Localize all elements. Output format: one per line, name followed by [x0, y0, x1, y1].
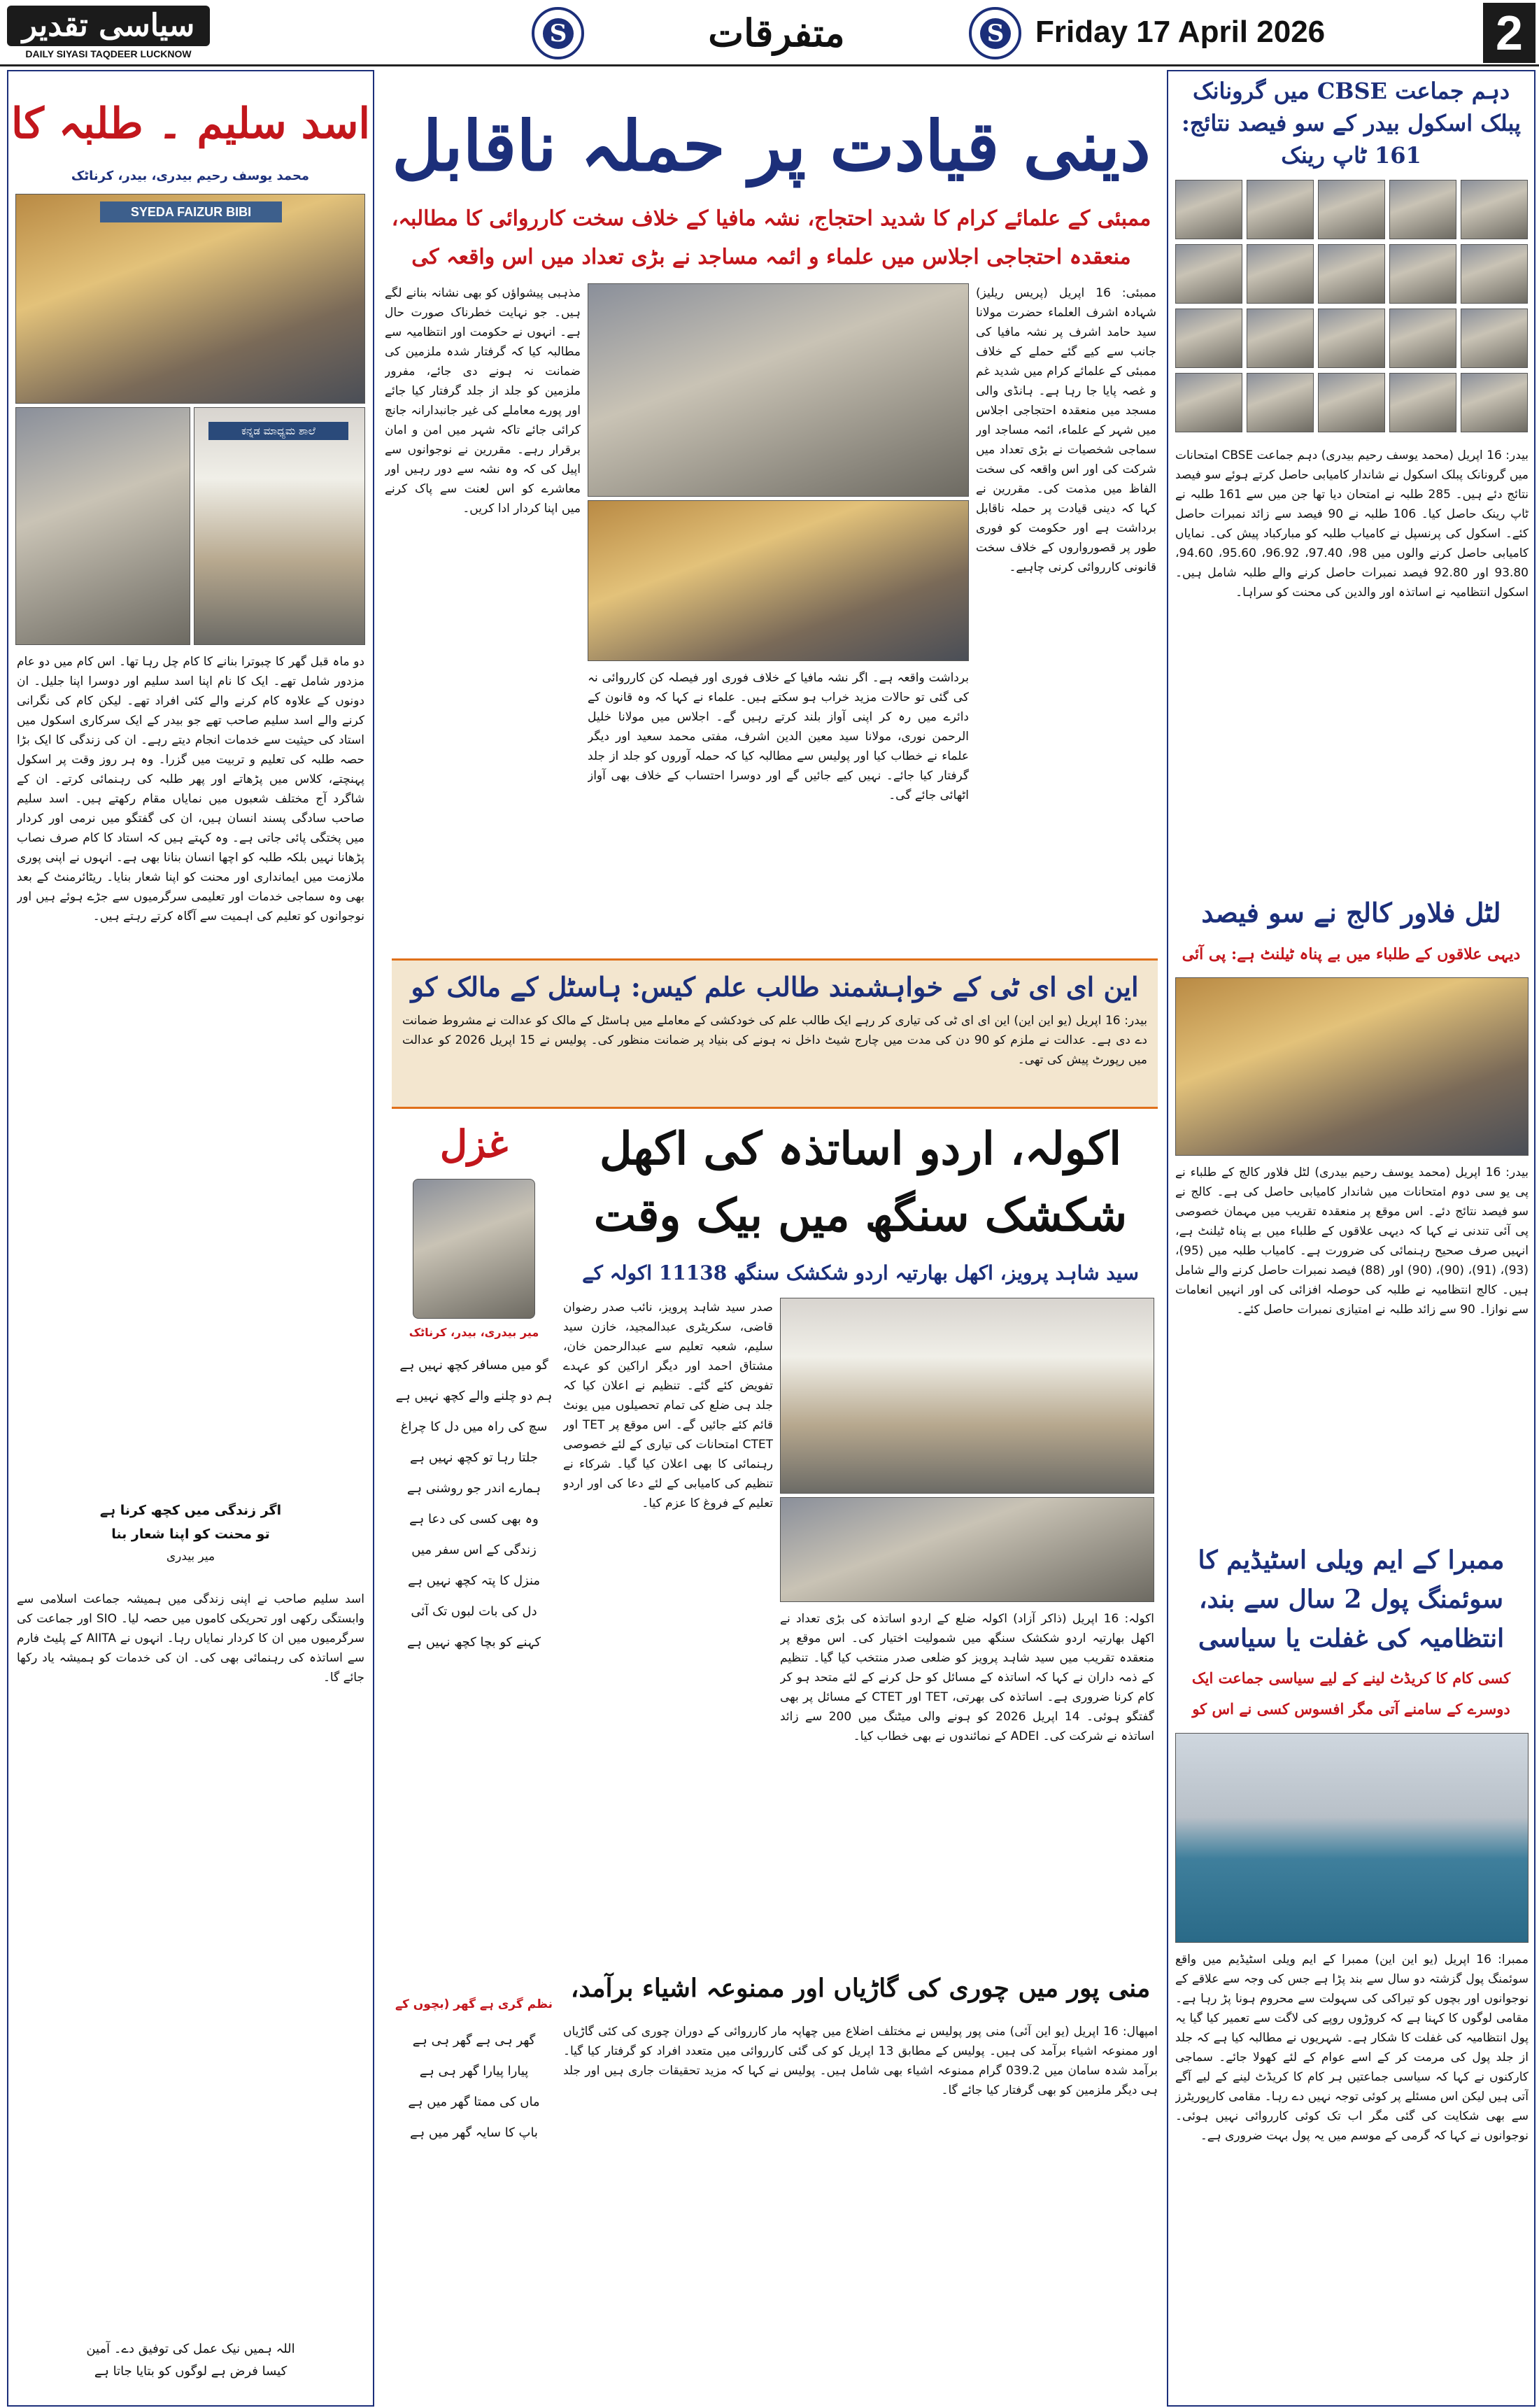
left-story-poem: [17, 1499, 364, 1582]
children-poem-title: نظم گری ہے گھر (بچوں کے: [395, 1997, 553, 2011]
left-story-closing: [17, 2338, 364, 2394]
left-story-byline: محمد یوسف رحیم بیدری، بیدر، کرناٹک: [71, 169, 310, 183]
student-photo: [1389, 180, 1456, 239]
section-title: متفرقات: [708, 10, 845, 55]
closing-line: اللہ ہمیں نیک عمل کی توفیق دے۔ آمین: [86, 2342, 295, 2356]
newspaper-logo: [7, 6, 210, 62]
student-photo: [1461, 180, 1528, 239]
manipur-headline: منی پور میں چوری کی گاڑیاں اور ممنوعہ اشیاء برآمد،: [570, 1974, 1151, 2003]
student-photo: [1461, 309, 1528, 368]
masthead-rule: [0, 64, 1539, 66]
ghazal-poem-box: [392, 1116, 556, 2403]
swimming-pool-photo: [1175, 1733, 1529, 1943]
ghazal-line: سچ کی راہ میں دل کا چراغ: [400, 1419, 548, 1434]
s-logo-icon: S: [543, 18, 574, 49]
poem-line: اگر زندگی میں کچھ کرنا ہے: [99, 1503, 282, 1518]
little-flower-body: بیدر: 16 اپریل (محمد یوسف رحیم بیدری) لٹل فلاور کالج کے طلباء نے پی یو سی دوم امتحانات میں شاندار کامیابی حاصل کی ہے۔ کالج نے سو فیصد نتائج دئے۔ اس موقع پر منعقدہ تقریب میں مہمان خصوصی پی آئی تندنی نے کہا کہ دیہی علاقوں کے طلباء میں بے پناہ ٹیلنٹ ہے، انہیں صرف صحیح رہنمائی کی ضرورت ہے۔ کامیاب طلبہ میں (95)، (93)، (91)، (90)، (90) اور (88) فیصد نمبرات حاصل کرنے والے شامل ہیں۔ کالج انتظامیہ نے طلبہ کی حوصلہ افزائی کی اور انہیں انعامات سے نوازا۔ 90 سے زائد طلبہ نے امتیازی نمبرات حاصل کئے۔: [1175, 1166, 1529, 1317]
cbse-results-headline: دہم جماعت CBSE میں گرونانک پبلک اسکول بیدر کے سو فیصد نتائج: 161 ٹاپ رینک: [1181, 78, 1522, 169]
closing-line: کیسا فرض ہے لوگوں کو بتایا جاتا ہے: [94, 2364, 288, 2379]
akola-audience-photo: [780, 1497, 1154, 1602]
ghazal-line: زندگی کے اس سفر میں: [411, 1543, 537, 1557]
teacher-portrait-photo: [15, 407, 190, 645]
akola-subhead: سید شاہد پرویز، اکھل بھارتیہ اردو شکشک سنگھ 11138 اکولہ کے: [582, 1261, 1139, 1284]
poet-name: میر بیدری، بیدر، کرناٹک: [409, 1326, 539, 1339]
little-flower-subhead: دیہی علاقوں کے طلباء میں بے پناہ ٹیلنٹ ہے: پی آئی: [1182, 945, 1521, 963]
logo-city: LUCKNOW: [140, 48, 192, 59]
mumbra-pool-headline: ممبرا کے ایم ویلی اسٹیڈیم کا سوئمنگ پول 2 سال سے بند، انتظامیہ کی غفلت یا سیاسی: [1198, 1545, 1505, 1653]
main-story-body-middle: برداشت واقعہ ہے۔ اگر نشہ مافیا کے خلاف فوری اور فیصلہ کن کارروائی نہ کی گئی تو حالات مزید خراب ہو سکتے ہیں۔ علماء نے کہا کہ وہ قانون کے دائرے میں رہ کر اپنی آواز بلند کرتے رہیں گے۔ اجلاس میں مولانا خلیل الرحمن نوری، مولانا سید معین الدین اشرف، مفتی محمد سعید اور دیگر علماء نے خطاب کیا اور پولیس سے مطالبہ کیا کہ حملہ آوروں کو جلد از جلد گرفتار کیا جائے۔ نہیں کیے جائیں گے اور دوسرا احتساب کے خلاف بھی آواز اٹھائی جائے گی۔: [588, 671, 969, 802]
akola-headline-line-1: اکولہ، اردو اساتذہ کی اکھل: [599, 1123, 1122, 1175]
student-photo: [1318, 244, 1385, 304]
protest-meeting-photo-top: [588, 283, 969, 497]
neet-story-headline: این ای ای ٹی کے خواہشمند طالب علم کیس: ہاسٹل کے مالک کو: [411, 971, 1139, 1003]
main-story-subhead-1: ممبئی کے علمائے کرام کا شدید احتجاج، نشہ مافیا کے خلاف سخت کارروائی کا مطالبہ،: [391, 206, 1151, 231]
right-column: [1167, 70, 1536, 2407]
student-photo: [1175, 244, 1242, 304]
poet-portrait-photo: [413, 1179, 535, 1319]
student-photo: [1318, 309, 1385, 368]
student-photo: [1389, 244, 1456, 304]
s-logo-icon: S: [980, 18, 1011, 49]
mumbra-pool-body: ممبرا: 16 اپریل (یو این این) ممبرا کے ایم ویلی اسٹیڈیم میں واقع سوئمنگ پول گزشتہ دو سال سے بند پڑا ہے جس کی وجہ سے علاقے کے نوجوانوں اور بچوں کو تیراکی کی سہولت سے محروم ہونا پڑ رہا ہے۔ مقامی لوگوں کا کہنا ہے کہ کروڑوں روپے کی لاگت سے تعمیر کیا گیا یہ پول انتظامیہ کی غفلت کا شکار ہے۔ شہریوں نے مطالبہ کیا ہے کہ جلد از جلد پول کی مرمت کر کے اسے عوام کے لئے کھولا جائے۔ سماجی کارکنوں نے کہا کہ سیاسی جماعتیں ہر کام کا کریڈٹ لینے کے لیے آگے آتی ہیں لیکن اس مسئلے پر کوئی توجہ نہیں دے رہا۔ مقامی کارپوریٹرز سے بھی شکایت کی گئی مگر اب تک کوئی کارروائی نہیں ہوئی۔ نوجوانوں نے کہا کہ گرمی کے موسم میں یہ پول بہت ضروری ہے۔: [1175, 1953, 1529, 2143]
student-photo: [1461, 244, 1528, 304]
student-photo: [1247, 373, 1314, 432]
ghazal-line: جلتا رہا تو کچھ نہیں ہے: [410, 1450, 538, 1465]
page-number: 2: [1483, 3, 1536, 63]
ghazal-line: کہنے کو بچا کچھ نہیں ہے: [406, 1635, 541, 1650]
logo-english-text: [7, 46, 210, 62]
ghazal-line: ہم دو چلنے والے کچھ نہیں ہے: [395, 1389, 553, 1403]
left-story-title: اسد سلیم ۔ طلبہ کا: [10, 99, 371, 148]
felicitation-photo: [15, 194, 365, 404]
little-flower-headline: لٹل فلاور کالج نے سو فیصد: [1201, 897, 1501, 928]
student-photo: [1247, 180, 1314, 239]
akola-felicitation-photo: [780, 1298, 1154, 1494]
left-story-body: دو ماہ قبل گھر کا چبوترا بنانے کا کام چل رہا تھا۔ اس کام میں دو عام مزدور شامل تھے۔ ایک کا نام اپنا اسد سلیم اور دوسرا اپنا جلیل۔ ان دونوں کے علاوہ کام کرنے والے کئی افراد تھے۔ لیکن کام کی نگرانی کرنے والے اسد سلیم صاحب تھے جو بیدر کے ایک سرکاری اسکول میں استاد کی حیثیت سے خدمات انجام دیتے رہے۔ ان کی زندگی کا ایک بڑا حصہ طلبہ کی تعلیم و تربیت میں گزرا۔ وہ ہر روز وقت پر اسکول پہنچتے، کلاس میں پڑھاتے اور پھر طلبہ کی رہنمائی کرتے۔ ان کے شاگرد آج مختلف شعبوں میں نمایاں مقام رکھتے ہیں۔ اسد سلیم صاحب سادگی پسند انسان ہیں، ان کی گفتگو میں نرمی اور کردار میں پختگی پائی جاتی ہے۔ وہ کہتے ہیں کہ استاد کا کام صرف نصاب پڑھانا نہیں بلکہ طلبہ کو اچھا انسان بنانا بھی ہے۔ انہوں نے اپنی پوری ملازمت میں ایمانداری اور محنت کو اپنا شعار بنایا۔ ریٹائرمنٹ کے بعد بھی وہ سماجی خدمات اور تعلیمی سرگرمیوں سے جڑے ہوئے ہیں اور نوجوانوں کو تعلیم کی اہمیت سے آگاہ کرتے رہتے ہیں۔: [17, 655, 364, 923]
school-board-text: ಕನ್ನಡ ಮಾಧ್ಯಮ ಶಾಲೆ: [208, 422, 348, 440]
student-photo: [1318, 180, 1385, 239]
masthead: [0, 0, 1539, 66]
poem-author: میر بیدری: [166, 1550, 215, 1564]
ghazal-title: غزل: [439, 1121, 509, 1166]
logo-english: DAILY SIYASI TAQDEER: [25, 48, 138, 59]
cbse-results-body: بیدر: 16 اپریل (محمد یوسف رحیم بیدری) دہم جماعت CBSE امتحانات میں گرونانک پبلک اسکول نے شاندار کامیابی حاصل کرتے ہوئے سو فیصد نتائج دئے ہیں۔ 285 طلبہ نے امتحان دیا تھا جن میں سے 161 طلبہ نے ٹاپ رینک حاصل کیا۔ 106 طلبہ نے 90 فیصد سے زائد نمبرات حاصل کئے۔ اسکول کی پرنسپل نے کامیاب طلبہ کو مبارکباد پیش کی۔ نمایاں کامیابی حاصل کرنے والوں میں 98، 97.40، 96.92، 95.60، 94.60، 93.80 اور 92.80 فیصد نمبرات حاصل کرنے والے طلبہ شامل ہیں۔ اسکول انتظامیہ نے اساتذہ اور والدین کی محنت کو سراہا۔: [1175, 448, 1529, 600]
ghazal-line: گو میں مسافر کچھ نہیں ہے: [399, 1358, 548, 1373]
poem-line: تو محنت کو اپنا شعار بنا: [111, 1527, 270, 1542]
neet-bail-story: [392, 958, 1158, 1109]
akola-headline-line-2: شکشک سنگھ میں بیک وقت: [593, 1189, 1128, 1242]
left-story-body-continued: اسد سلیم صاحب نے اپنی زندگی میں ہمیشہ جماعت اسلامی سے وابستگی رکھی اور تحریکی کاموں میں حصہ لیا۔ SIO اور جماعت کی سرگرمیوں میں ان کا کردار نمایاں رہا۔ انہوں نے AIITA کے پلیٹ فارم سے اساتذہ کی رہنمائی بھی کی۔ ان کی خدمات کو ہمیشہ یاد رکھا جائے گا۔: [17, 1592, 364, 1685]
manipur-recovery-story: [563, 1955, 1158, 2403]
ghazal-line: دل کی بات لبوں تک آئی: [411, 1604, 537, 1619]
student-photo: [1247, 244, 1314, 304]
manipur-story-body: امپھال: 16 اپریل (یو این آئی) منی پور پولیس نے مختلف اضلاع میں چھاپہ مار کارروائی کے دوران چوری کی کئی گاڑیاں اور ممنوعہ اشیاء برآمد کی ہیں۔ پولیس کے مطابق 13 اپریل کو کی گئی کارروائی میں متعدد افراد کو گرفتار کیا گیا۔ برآمد شدہ سامان میں 039.2 گرام ممنوعہ اشیاء بھی شامل ہیں۔ پولیس نے کہا کہ مزید تحقیقات جاری ہیں اور جلد ہی دیگر ملزمین کو بھی گرفتار کیا جائے گا۔: [563, 2025, 1158, 2097]
ghazal-line: ہمارے اندر جو روشنی ہے: [406, 1481, 541, 1496]
school-building-photo: [194, 407, 365, 645]
main-story-body-left: مذہبی پیشواؤں کو بھی نشانہ بنانے لگے ہیں۔ جو نہایت خطرناک صورت حال ہے۔ انہوں نے حکومت اور انتظامیہ سے مطالبہ کیا کہ گرفتار شدہ ملزمین کی ضمانت نہ ہونے دی جائے، مفرور ملزمین کو جلد از جلد گرفتار کیا جائے اور پورے معاملے کی غیر جانبدارانہ جانچ کرائی جائے تاکہ شہر میں امن و امان برقرار رہے۔ مقررین نے نوجوانوں سے اپیل کی کہ وہ نشہ سے دور رہیں اور معاشرے کو اس لعنت سے پاک کرنے میں اپنا کردار ادا کریں۔: [385, 286, 581, 516]
logo-urdu-text: سیاسی تقدیر: [7, 6, 210, 46]
akola-teachers-story: [563, 1116, 1158, 1948]
ghazal-line: منزل کا پتہ کچھ نہیں ہے: [407, 1573, 541, 1588]
photo-banner-sign: SYEDA FAIZUR BIBI: [100, 201, 282, 222]
s-logo-badge-right: [969, 7, 1021, 59]
student-photo: [1247, 309, 1314, 368]
poem-line: گھر ہی ہے گھر ہی ہے: [412, 2033, 536, 2048]
main-story-body-right: ممبئی: 16 اپریل (پریس ریلیز) شہادہ اشرف العلماء حضرت مولانا سید حامد اشرف پر نشہ مافیا کی جانب سے کیے گئے حملے کے خلاف ممبئی کے علمائے کرام میں شدید غم و غصہ پایا جا رہا ہے۔ ہانڈی والی مسجد میں منعقدہ احتجاجی اجلاس میں شہر کے علماء، ائمہ مساجد اور سماجی شخصیات نے بڑی تعداد میں شرکت کی اور اس واقعہ کی سخت الفاظ میں مذمت کی۔ مقررین نے کہا کہ دینی قیادت پر حملہ ناقابل برداشت ہے اور حکومت کو فوری طور پر قصورواروں کے خلاف سخت قانونی کارروائی کرنی چاہیے۔: [976, 286, 1156, 574]
student-photo-grid: [1175, 180, 1529, 439]
akola-story-body-right: اکولہ: 16 اپریل (ذاکر آزاد) اکولہ ضلع کے اردو اساتذہ کی بڑی تعداد نے اکھل بھارتیہ اردو شکشک سنگھ میں شمولیت اختیار کی۔ اس موقع پر منعقدہ تقریب میں سید شاہد پرویز کو ضلعی صدر منتخب کیا گیا۔ تنظیم کے ذمہ داران نے کہا کہ اساتذہ کے مسائل کو حل کرنے کے لئے متحد ہو کر کام کرنا ضروری ہے۔ اساتذہ کی بھرتی، TET اور CTET کے مسائل پر بھی گفتگو ہوئی۔ 14 اپریل 2026 کو ہونے والی میٹنگ میں 200 سے زائد اساتذہ نے شرکت کی۔ ADEI کے نمائندوں نے بھی خطاب کیا۔: [780, 1612, 1154, 1743]
children-poem-verses: [395, 2025, 553, 2375]
student-photo: [1389, 309, 1456, 368]
akola-story-body-left: صدر سید شاہد پرویز، نائب صدر رضوان قاضی، سکریٹری عبدالمجید، خازن سید سلیم، شعبہ تعلیم سے عبدالرحمن خان، مشتاق احمد اور دیگر اراکین کو عہدے تفویض کئے گئے۔ تنظیم نے اعلان کیا کہ جلد ہی ضلع کی تمام تحصیلوں میں یونٹ قائم کئے جائیں گے۔ اس موقع پر TET اور CTET امتحانات کی تیاری کے لئے خصوصی رہنمائی کا بھی اعلان کیا گیا۔ شرکاء نے تنظیم کی کامیابی کے لئے دعا کی اور اردو تعلیم کے فروغ کا عزم کیا۔: [563, 1301, 773, 1510]
student-photo: [1175, 373, 1242, 432]
student-photo: [1389, 373, 1456, 432]
issue-date: Friday 17 April 2026: [1035, 15, 1326, 49]
little-flower-ceremony-photo: [1175, 977, 1529, 1156]
main-story-subhead-2: منعقدہ احتجاجی اجلاس میں علماء و ائمہ مساجد نے بڑی تعداد میں اس واقعہ کی: [411, 245, 1131, 269]
poem-line: باپ کا سایہ گھر میں ہے: [410, 2125, 538, 2140]
left-column-story: [7, 70, 374, 2407]
protest-meeting-photo-bottom: [588, 500, 969, 661]
student-photo: [1175, 180, 1242, 239]
poem-line: ماں کی ممتا گھر میں ہے: [408, 2095, 540, 2109]
neet-story-body: بیدر: 16 اپریل (یو این این) این ای ای ٹی کی تیاری کر رہے ایک طالب علم کی خودکشی کے معاملے میں ہاسٹل کے مالک کو عدالت نے مشروط ضمانت دے دی ہے۔ عدالت نے ملزم کو 90 دن کی مدت میں چارج شیٹ داخل نہ ہونے کی بنیاد پر ضمانت منظور کی۔ پولیس نے 15 اپریل 2026 کو عدالت میں رپورٹ پیش کی تھی۔: [402, 1014, 1147, 1067]
main-story: [385, 70, 1158, 958]
student-photo: [1318, 373, 1385, 432]
main-story-headline: دینی قیادت پر حملہ ناقابل: [392, 106, 1151, 187]
ghazal-verses: [395, 1350, 553, 1980]
student-photo: [1175, 309, 1242, 368]
poem-line: پیارا پیارا گھر ہی ہے: [419, 2064, 529, 2078]
s-logo-badge-left: [532, 7, 584, 59]
ghazal-line: وہ بھی کسی کی دعا ہے: [409, 1512, 539, 1527]
section-header: [532, 7, 1021, 59]
mumbra-pool-subhead: کسی کام کا کریڈٹ لینے کے لیے سیاسی جماعت ایک دوسرے کے سامنے آتی مگر افسوس کسی نے اس کو: [1191, 1669, 1511, 1718]
student-photo: [1461, 373, 1528, 432]
